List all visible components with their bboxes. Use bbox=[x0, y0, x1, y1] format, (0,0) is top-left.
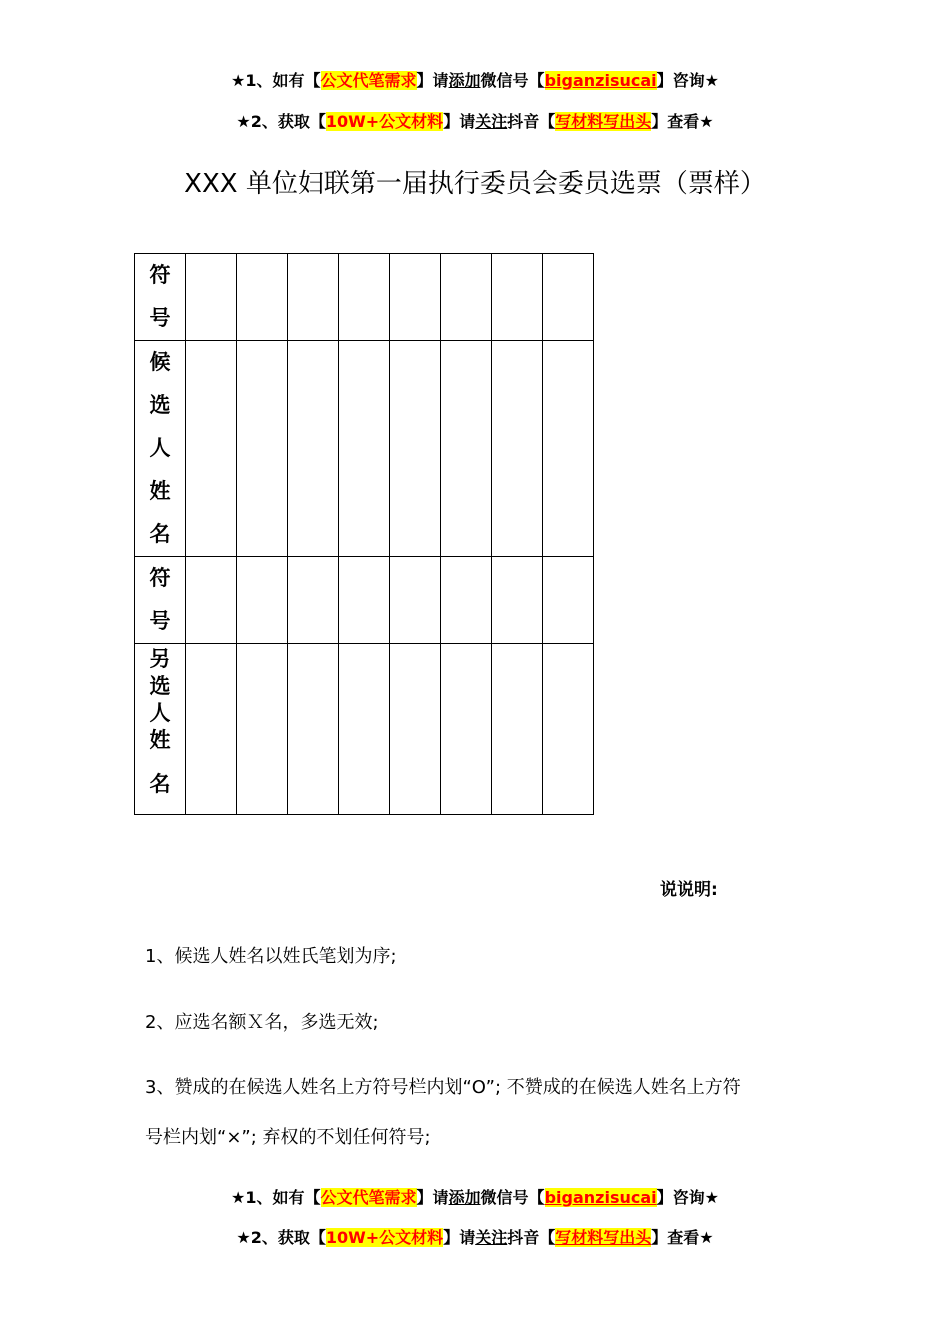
banner-3-suffix: 】咨询★ bbox=[656, 1188, 719, 1207]
write-in-name-cell[interactable] bbox=[492, 644, 543, 815]
banner-1-suffix: 】咨询★ bbox=[656, 71, 719, 90]
banner-3-middle-2: 微信号【 bbox=[480, 1188, 545, 1207]
banner-1-prefix: ★1、如有【 bbox=[231, 71, 321, 90]
promo-banner-4 bbox=[0, 1227, 950, 1249]
note-item-2: 2、应选名额Ｘ名，多选无效; bbox=[145, 1012, 379, 1033]
promo-banner-3 bbox=[0, 1187, 950, 1209]
write-in-name-cell[interactable] bbox=[339, 644, 390, 815]
symbol-cell[interactable] bbox=[288, 557, 339, 644]
banner-4-middle-2: 抖音【 bbox=[507, 1228, 556, 1247]
row-label-write-in-names bbox=[135, 644, 186, 815]
symbol-cell[interactable] bbox=[441, 557, 492, 644]
symbol-cell[interactable] bbox=[390, 254, 441, 341]
candidate-name-cell bbox=[339, 341, 390, 557]
symbol-cell[interactable] bbox=[186, 254, 237, 341]
symbol-cell[interactable] bbox=[186, 557, 237, 644]
ballot-table bbox=[134, 253, 594, 815]
banner-2-suffix: 】查看★ bbox=[651, 112, 714, 131]
banner-1-emphasis: 添加 bbox=[448, 71, 481, 90]
ballot-row-symbol-2 bbox=[135, 557, 594, 644]
ballot-row-write-in-names bbox=[135, 644, 594, 815]
banner-1-highlight-1: 公文代笔需求 bbox=[320, 71, 417, 90]
label-char: 号 bbox=[149, 609, 171, 633]
label-char: 名 bbox=[149, 522, 171, 546]
banner-3-middle-1: 】请 bbox=[416, 1188, 449, 1207]
banner-3-prefix: ★1、如有【 bbox=[231, 1188, 321, 1207]
label-char: 另 bbox=[149, 647, 171, 671]
label-char: 符 bbox=[149, 566, 171, 590]
banner-2-highlight-2: 写材料写出头 bbox=[555, 112, 652, 131]
banner-2-highlight-1: 10W+公文材料 bbox=[325, 112, 444, 131]
write-in-name-cell[interactable] bbox=[390, 644, 441, 815]
note-item-3-continued: 号栏内划“×”; 弃权的不划任何符号; bbox=[145, 1127, 431, 1148]
label-char: 人 bbox=[149, 436, 171, 460]
banner-2-emphasis: 关注 bbox=[475, 112, 508, 131]
symbol-cell[interactable] bbox=[339, 254, 390, 341]
label-char: 名 bbox=[149, 772, 171, 796]
symbol-cell[interactable] bbox=[390, 557, 441, 644]
label-char: 姓 bbox=[149, 479, 171, 503]
banner-3-highlight-1: 公文代笔需求 bbox=[320, 1188, 417, 1207]
candidate-name-cell bbox=[543, 341, 594, 557]
candidate-name-cell bbox=[492, 341, 543, 557]
label-char: 候 bbox=[149, 350, 171, 374]
banner-3-highlight-2: biganzisucai bbox=[544, 1188, 657, 1207]
symbol-cell[interactable] bbox=[441, 254, 492, 341]
symbol-cell[interactable] bbox=[288, 254, 339, 341]
candidate-name-cell bbox=[390, 341, 441, 557]
write-in-name-cell[interactable] bbox=[237, 644, 288, 815]
row-label-candidate-names bbox=[135, 341, 186, 557]
banner-4-emphasis: 关注 bbox=[475, 1228, 508, 1247]
banner-1-highlight-2: biganzisucai bbox=[544, 71, 657, 90]
banner-1-middle-1: 】请 bbox=[416, 71, 449, 90]
symbol-cell[interactable] bbox=[237, 557, 288, 644]
note-item-3: 3、赞成的在候选人姓名上方符号栏内划“O”; 不赞成的在候选人姓名上方符 bbox=[145, 1077, 741, 1098]
symbol-cell[interactable] bbox=[339, 557, 390, 644]
banner-3-emphasis: 添加 bbox=[448, 1188, 481, 1207]
notes-heading: 说说明: bbox=[660, 880, 718, 900]
candidate-name-cell bbox=[288, 341, 339, 557]
banner-4-highlight-1: 10W+公文材料 bbox=[325, 1228, 444, 1247]
label-char: 选 bbox=[149, 674, 171, 698]
write-in-name-cell[interactable] bbox=[186, 644, 237, 815]
write-in-name-cell[interactable] bbox=[288, 644, 339, 815]
symbol-cell[interactable] bbox=[492, 254, 543, 341]
ballot-row-symbol-1 bbox=[135, 254, 594, 341]
write-in-name-cell[interactable] bbox=[441, 644, 492, 815]
symbol-cell[interactable] bbox=[492, 557, 543, 644]
label-char: 号 bbox=[149, 306, 171, 330]
label-char: 姓 bbox=[149, 728, 171, 752]
candidate-name-cell bbox=[441, 341, 492, 557]
label-char: 人 bbox=[149, 701, 171, 725]
promo-banner-2 bbox=[0, 111, 950, 133]
banner-4-highlight-2: 写材料写出头 bbox=[555, 1228, 652, 1247]
ballot-row-candidate-names bbox=[135, 341, 594, 557]
banner-1-middle-2: 微信号【 bbox=[480, 71, 545, 90]
symbol-cell[interactable] bbox=[543, 254, 594, 341]
row-label-symbol-2 bbox=[135, 557, 186, 644]
row-label-symbol-1 bbox=[135, 254, 186, 341]
symbol-cell[interactable] bbox=[543, 557, 594, 644]
write-in-name-cell[interactable] bbox=[543, 644, 594, 815]
candidate-name-cell bbox=[186, 341, 237, 557]
symbol-cell[interactable] bbox=[237, 254, 288, 341]
banner-4-prefix: ★2、获取【 bbox=[236, 1228, 326, 1247]
banner-2-middle-2: 抖音【 bbox=[507, 112, 556, 131]
banner-2-middle-1: 】请 bbox=[443, 112, 476, 131]
note-item-1: 1、候选人姓名以姓氏笔划为序; bbox=[145, 946, 397, 967]
banner-4-suffix: 】查看★ bbox=[651, 1228, 714, 1247]
page-title: XXX 单位妇联第一届执行委员会委员选票（票样） bbox=[184, 169, 766, 199]
label-char: 选 bbox=[149, 393, 171, 417]
banner-2-prefix: ★2、获取【 bbox=[236, 112, 326, 131]
candidate-name-cell bbox=[237, 341, 288, 557]
label-char: 符 bbox=[149, 263, 171, 287]
banner-4-middle-1: 】请 bbox=[443, 1228, 476, 1247]
promo-banner-1 bbox=[0, 70, 950, 92]
